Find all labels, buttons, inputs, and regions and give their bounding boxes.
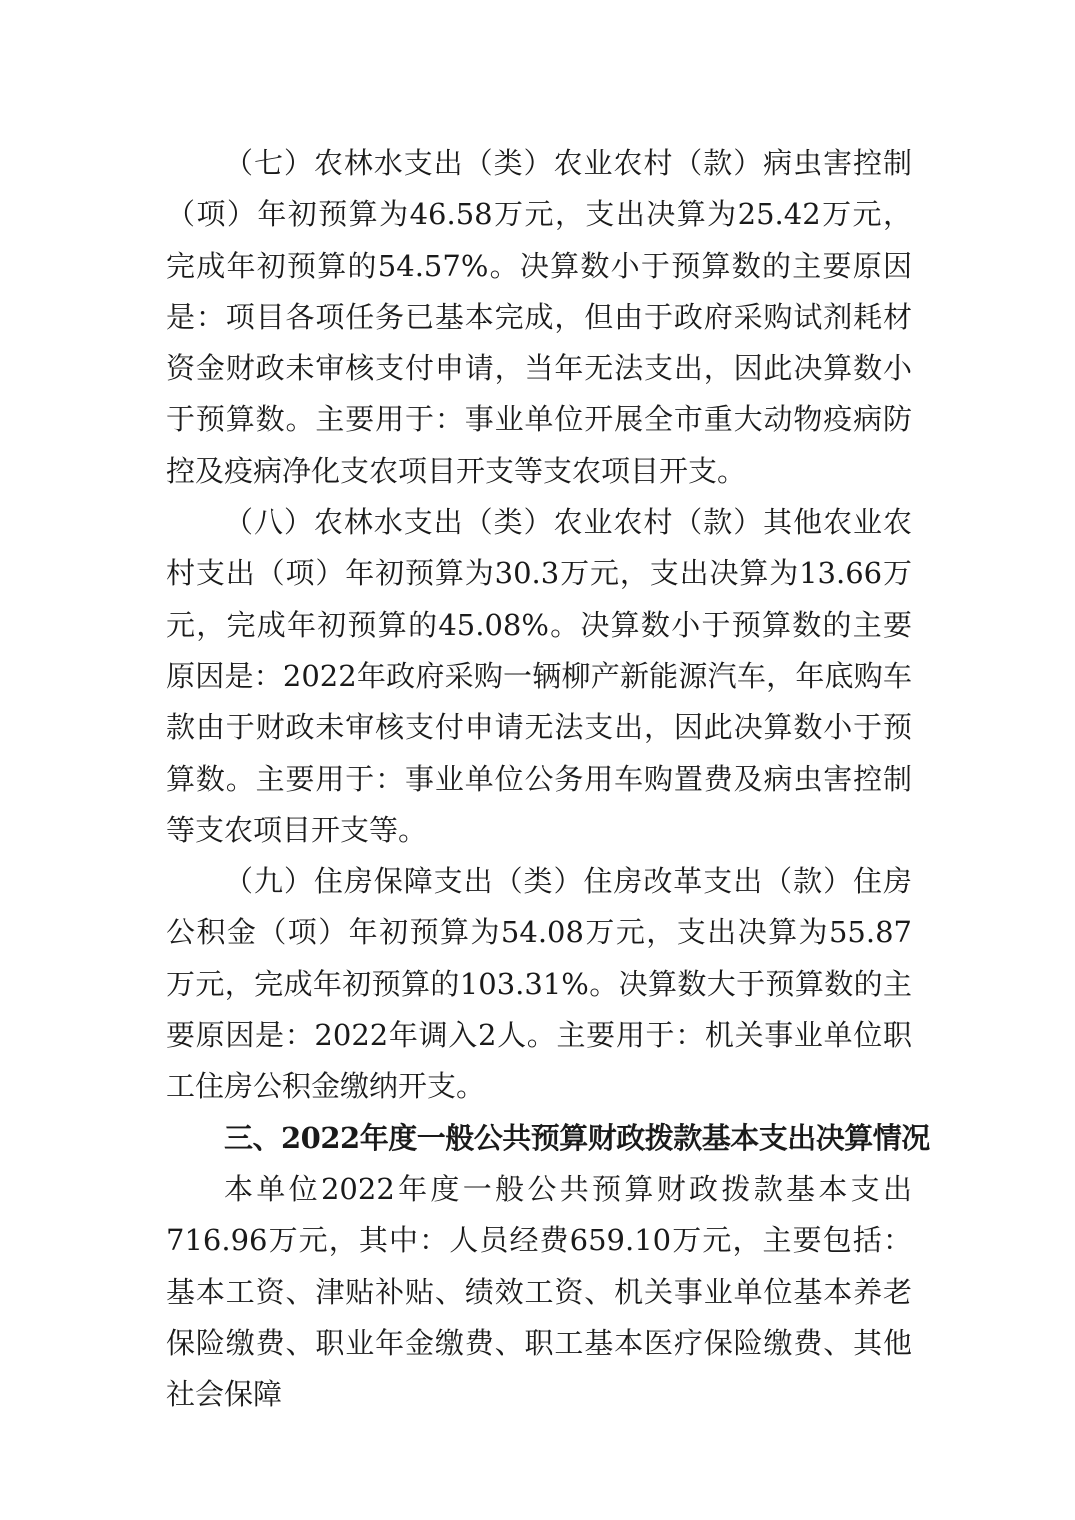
paragraph-item-9: （九）住房保障支出（类）住房改革支出（款）住房公积金（项）年初预算为54.08万元，支出决算为55.87万元，完成年初预算的103.31%。决算数大于预算数的主要原因是：2022年调入2人。主要用于：机关事业单位职工住房公积金缴纳开支。 xyxy=(166,864,912,1104)
section-heading-3: 三、2022年度一般公共预算财政拨款基本支出决算情况 xyxy=(224,1120,930,1155)
document-body xyxy=(166,138,930,1420)
paragraph-item-7: （七）农林水支出（类）农业农村（款）病虫害控制（项）年初预算为46.58万元，支出决算为25.42万元，完成年初预算的54.57%。决算数小于预算数的主要原因是：项目各项任务已基本完成，但由于政府采购试剂耗材资金财政未审核支付申请，当年无法支出，因此决算数小于预算数。主要用于：事业单位开展全市重大动物疫病防控及疫病净化支农项目开支等支农项目开支。 xyxy=(166,146,912,488)
paragraph-basic-expenditure: 本单位2022年度一般公共预算财政拨款基本支出716.96万元，其中：人员经费659.10万元，主要包括：基本工资、津贴补贴、绩效工资、机关事业单位基本养老保险缴费、职业年金缴费、职工基本医疗保险缴费、其他社会保障 xyxy=(166,1171,912,1412)
paragraph-item-8: （八）农林水支出（类）农业农村（款）其他农业农村支出（项）年初预算为30.3万元，支出决算为13.66万元，完成年初预算的45.08%。决算数小于预算数的主要原因是：2022年政府采购一辆柳产新能源汽车，年底购车款由于财政未审核支付申请无法支出，因此决算数小于预算数。主要用于：事业单位公务用车购置费及病虫害控制等支农项目开支等。 xyxy=(166,505,912,847)
